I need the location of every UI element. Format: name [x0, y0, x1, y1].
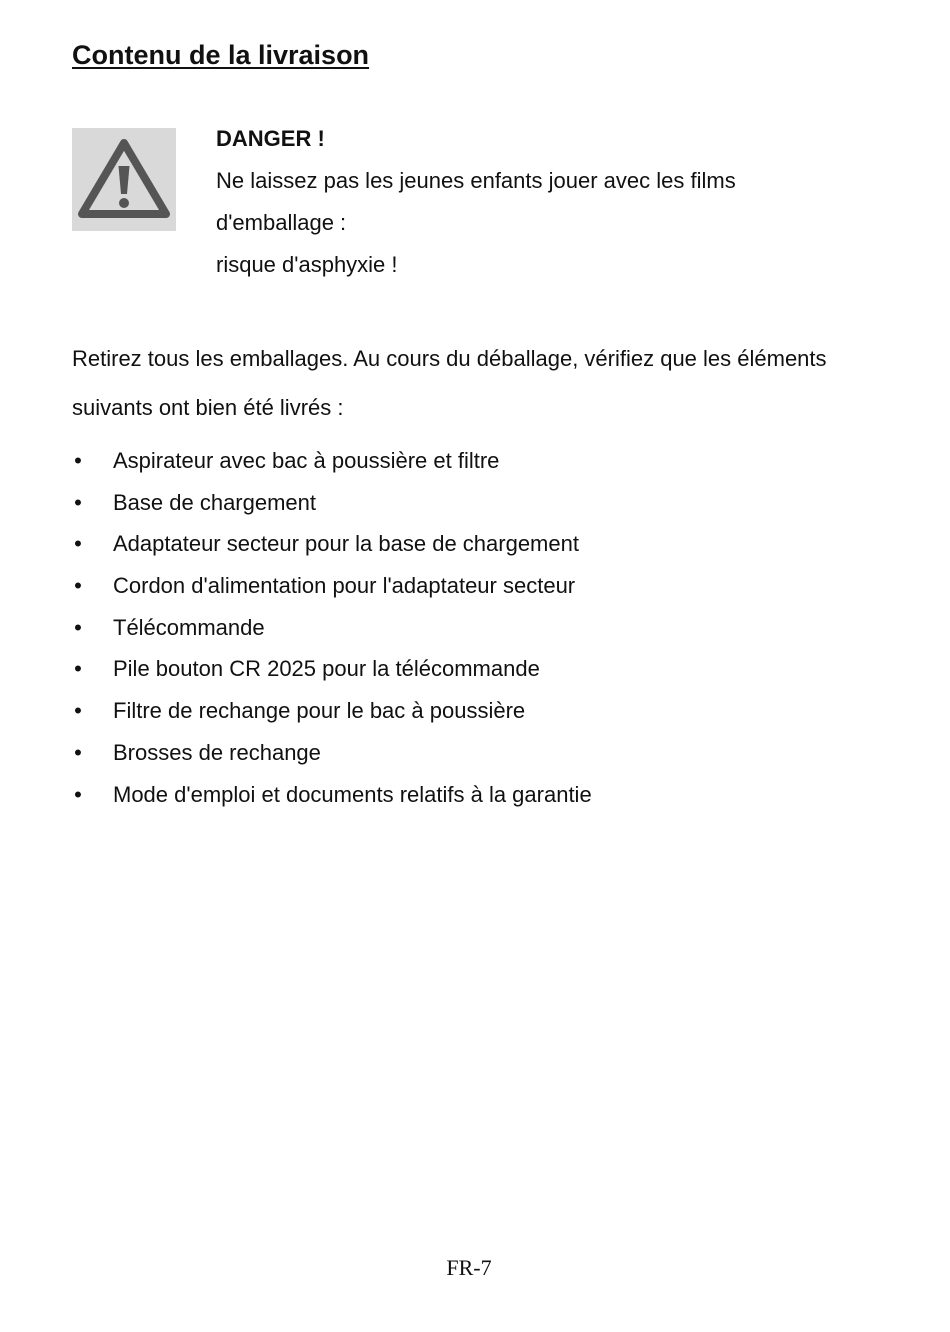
list-item-label: Brosses de rechange	[113, 739, 321, 765]
bullet-icon: •	[74, 698, 82, 724]
bullet-icon: •	[74, 781, 82, 807]
list-item-label: Mode d'emploi et documents relatifs à la garantie	[113, 781, 592, 807]
list-item	[72, 648, 592, 690]
list-item	[72, 523, 592, 565]
warning-triangle-icon	[72, 128, 176, 231]
bullet-icon: •	[74, 573, 82, 599]
delivery-items-list	[72, 440, 592, 815]
danger-heading: DANGER !	[216, 126, 325, 151]
list-item-label: Adaptateur secteur pour la base de chargement	[113, 531, 579, 557]
bullet-icon: •	[74, 656, 82, 682]
danger-line: Ne laissez pas les jeunes enfants jouer avec les films	[216, 168, 736, 193]
list-item-label: Base de chargement	[113, 489, 317, 515]
danger-line: risque d'asphyxie !	[216, 252, 398, 277]
danger-line: d'emballage :	[216, 210, 347, 235]
bullet-icon: •	[74, 448, 82, 473]
list-item	[72, 774, 592, 816]
list-item-label: Cordon d'alimentation pour l'adaptateur secteur	[113, 573, 576, 599]
list-item	[72, 732, 592, 774]
danger-warning	[216, 118, 896, 286]
list-item-label: Pile bouton CR 2025 pour la télécommande	[113, 656, 540, 682]
list-item	[72, 565, 592, 607]
bullet-icon: •	[74, 531, 82, 557]
intro-paragraph: Retirez tous les emballages. Au cours du déballage, vérifiez que les éléments suivants ont bien été livrés :	[72, 346, 827, 420]
page-number: FR-7	[446, 1255, 492, 1280]
list-item-label: Filtre de rechange pour le bac à poussière	[113, 698, 526, 724]
list-item	[72, 482, 592, 524]
list-item	[72, 440, 592, 482]
bullet-icon: •	[74, 614, 82, 640]
bullet-icon: •	[74, 739, 82, 765]
bullet-icon: •	[74, 489, 82, 515]
list-item-label: Aspirateur avec bac à poussière et filtre	[113, 448, 500, 473]
list-item-label: Télécommande	[113, 614, 265, 640]
page-title: Contenu de la livraison	[72, 40, 370, 70]
list-item	[72, 690, 592, 732]
list-item	[72, 607, 592, 649]
